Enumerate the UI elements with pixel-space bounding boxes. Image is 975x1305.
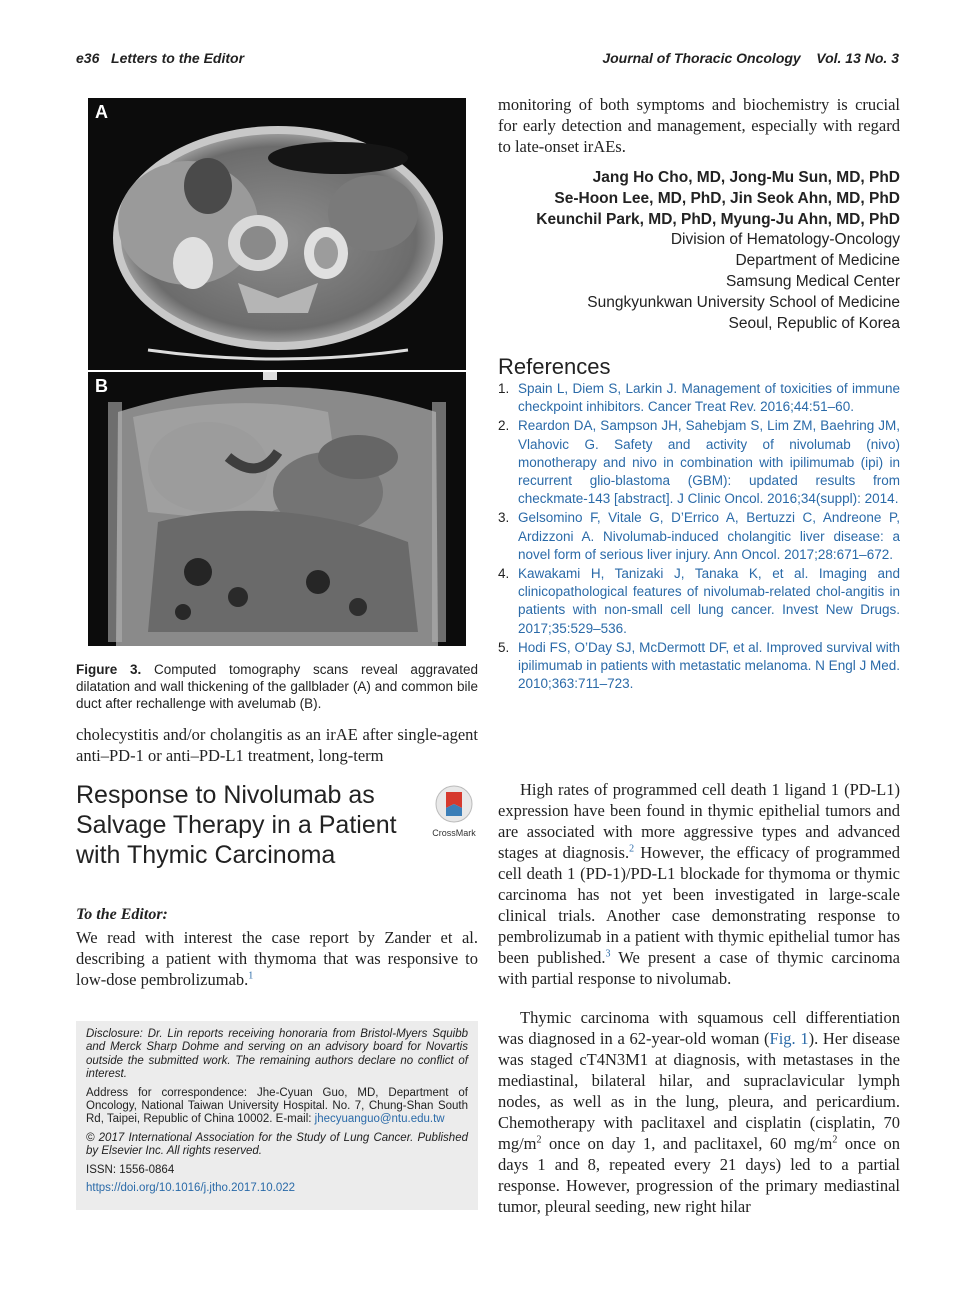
para1-text-c: We present a case of thymic carcinoma with partial response to nivolumab. [498,948,900,988]
reference-link[interactable]: Gelsomino F, Vitale G, D’Errico A, Bertuzzi C, Andreone P, Ardizzoni A. Nivolumab-induced cholangitic liver disease: a novel form of serious liver injury. Ann Oncol. 2017;28:671–672. [518,510,900,562]
para2-text-d: once on days 1 and 8, repeated every 21 days) led to a partial response. However, progression of the primary mediastinal tumor, pleural seeding, new right hilar [498,1134,900,1216]
running-header-right [602,50,899,66]
reference-item [498,509,900,564]
journal-volume: Vol. 13 No. 3 [816,50,899,66]
affiliation-line: Department of Medicine [735,252,900,270]
affiliation-line: Samsung Medical Center [725,272,900,290]
ct-scan-axial-panel [88,98,466,370]
author-line: Jang Ho Cho, MD, Jong-Mu Sun, MD, PhD [592,169,900,186]
journal-name: Journal of Thoracic Oncology [602,50,801,66]
intro-ref[interactable]: 1 [248,970,254,982]
crossmark-badge[interactable] [430,784,478,838]
para2-text-b: ). Her disease was staged cT4N3M1 at diagnosis, with metastases in the mediastinal, bilateral hilar, and supraclavicular lymph nodes, as well as in the lung, pleura, and pericardium. Chemotherapy with paclitaxel and cisplatin (cisplatin, 70 mg/m [498,1029,900,1153]
affiliation-line: Division of Hematology-Oncology [670,231,900,249]
ct-scan-coronal-panel [88,372,466,646]
reference-link[interactable]: Kawakami H, Tanizaki J, Tanaka K, et al. Imaging and clinicopathological features of nivolumab-related chol-angitis in patients with non-small cell lung cancer. Invest New Drugs. 2017;35:529–536. [518,566,900,636]
reference-link[interactable]: Hodi FS, O’Day SJ, McDermott DF, et al. Improved survival with ipilimumab in patients with metastatic melanoma. N Engl J Med. 2010;363:711–723. [518,639,900,692]
disclosure-box [76,1021,478,1210]
superscript-2: 2 [536,1134,542,1146]
reference-number: 2. [498,418,510,434]
ct-coronal-image [88,372,466,646]
author-signature [498,168,900,334]
running-header-left [76,50,244,66]
salutation: To the Editor: [76,906,168,923]
intro-paragraph [76,927,478,990]
article-title: Response to Nivolumab as Salvage Therapy in a Patient with Thymic Carcinoma [76,781,397,869]
affiliation-line: Sungkyunkwan University School of Medicine [587,293,900,311]
disclosure-text: Disclosure: Dr. Lin reports receiving honoraria from Bristol-Myers Squibb and Merck Sharp Dohme and serving on an advisory board for Novartis outside the submitted work. The remaining authors declare no conflict of interest. [86,1028,468,1081]
references-heading: References [498,354,611,379]
reference-number: 4. [498,566,510,582]
figure-caption-text: Computed tomography scans reveal aggravated dilatation and wall thickening of the gallblader (A) and common bile duct after rechallenge with avelumab (B). [76,662,478,711]
para1-text-b: However, the efficacy of programmed cell death 1 (PD-1)/PD-L1 blockade for thymoma or thymic carcinoma has not yet been investigated in large-scale clinical trials. Another case demonstrating response to pembrolizumab in a patient with thymic epithelial tumor has been published. [498,843,900,967]
reference-item [498,639,900,694]
ct-axial-image [88,98,466,370]
author-line: Keunchil Park, MD, PhD, Myung-Ju Ahn, MD, PhD [536,210,900,228]
email-link[interactable]: jhecyuanguo@ntu.edu.tw [314,1113,445,1126]
address-text: Address for correspondence: Jhe-Cyuan Guo, MD, Department of Oncology, National Taiwan University Hospital. No. 7, Chung-Shan South Rd, Taipei, Republic of China 10002. E-mail: [86,1086,468,1126]
reference-item [498,565,900,638]
reference-link[interactable]: Reardon DA, Sampson JH, Sahebjam S, Lim ZM, Baehring JM, Vlahovic G. Safety and activity of nivolumab (nivo) monotherapy and nivo in combination with ipilimumab (ipi) in recurrent glio-blastoma (GBM): updated results from checkmate-143 [abstract]. J Clinic Oncol. 2016;34(suppl): 2014. [518,418,900,507]
body-paragraph-2 [498,1007,900,1217]
para2-text-c: once on day 1, and paclitaxel, 60 mg/m [541,1134,833,1153]
copyright-text: © 2017 International Association for the Study of Lung Cancer. Published by Elsevier Inc. All rights reserved. [86,1131,468,1158]
figure-caption [76,661,478,712]
page-number: e36 [76,50,100,66]
para1-ref-3[interactable]: 3 [605,948,611,960]
author-line: Se-Hoon Lee, MD, PhD, Jin Seok Ahn, MD, PhD [554,189,900,207]
reference-number: 3. [498,510,510,526]
left-continuation-text: cholecystitis and/or cholangitis as an irAE after single-agent anti–PD-1 or anti–PD-L1 treatment, long-term [76,725,478,765]
panel-b-label: B [95,376,108,396]
right-continuation-text: monitoring of both symptoms and biochemistry is crucial for early detection and management, especially with regard to late-onset irAEs. [498,95,900,156]
issn-text: ISSN: 1556-0864 [86,1163,175,1176]
reference-number: 1. [498,381,510,396]
references-list [498,380,900,694]
crossmark-label: CrossMark [432,828,476,838]
intro-text: We read with interest the case report by Zander et al. describing a patient with thymoma that was responsive to low-dose pembrolizumab. [76,928,478,989]
reference-item [498,380,900,416]
superscript-2: 2 [832,1134,838,1146]
para1-text-a: High rates of programmed cell death 1 ligand 1 (PD-L1) expression have been found in thymic epithelial tumors and are associated with more aggressive types and advanced stages at diagnosis. [498,780,900,862]
correspondence-address [86,1087,468,1127]
section-name: Letters to the Editor [111,50,245,66]
figure-1-link[interactable]: Fig. 1 [769,1029,809,1048]
affiliation-line: Seoul, Republic of Korea [728,314,900,332]
reference-item [498,417,900,508]
panel-a-label: A [95,102,108,122]
doi-link[interactable]: https://doi.org/10.1016/j.jtho.2017.10.022 [86,1182,296,1195]
para1-ref-2[interactable]: 2 [629,843,635,855]
reference-number: 5. [498,639,510,655]
reference-link[interactable]: Spain L, Diem S, Larkin J. Management of toxicities of immune checkpoint inhibitors. Cancer Treat Rev. 2016;44:51–60. [518,381,900,415]
crossmark-icon [434,784,474,824]
figure-caption-label: Figure 3. [76,662,142,677]
para2-text-a: Thymic carcinoma with squamous cell differentiation was diagnosed in a 62-year-old woman ( [498,1008,900,1048]
body-paragraph-1 [498,779,900,989]
